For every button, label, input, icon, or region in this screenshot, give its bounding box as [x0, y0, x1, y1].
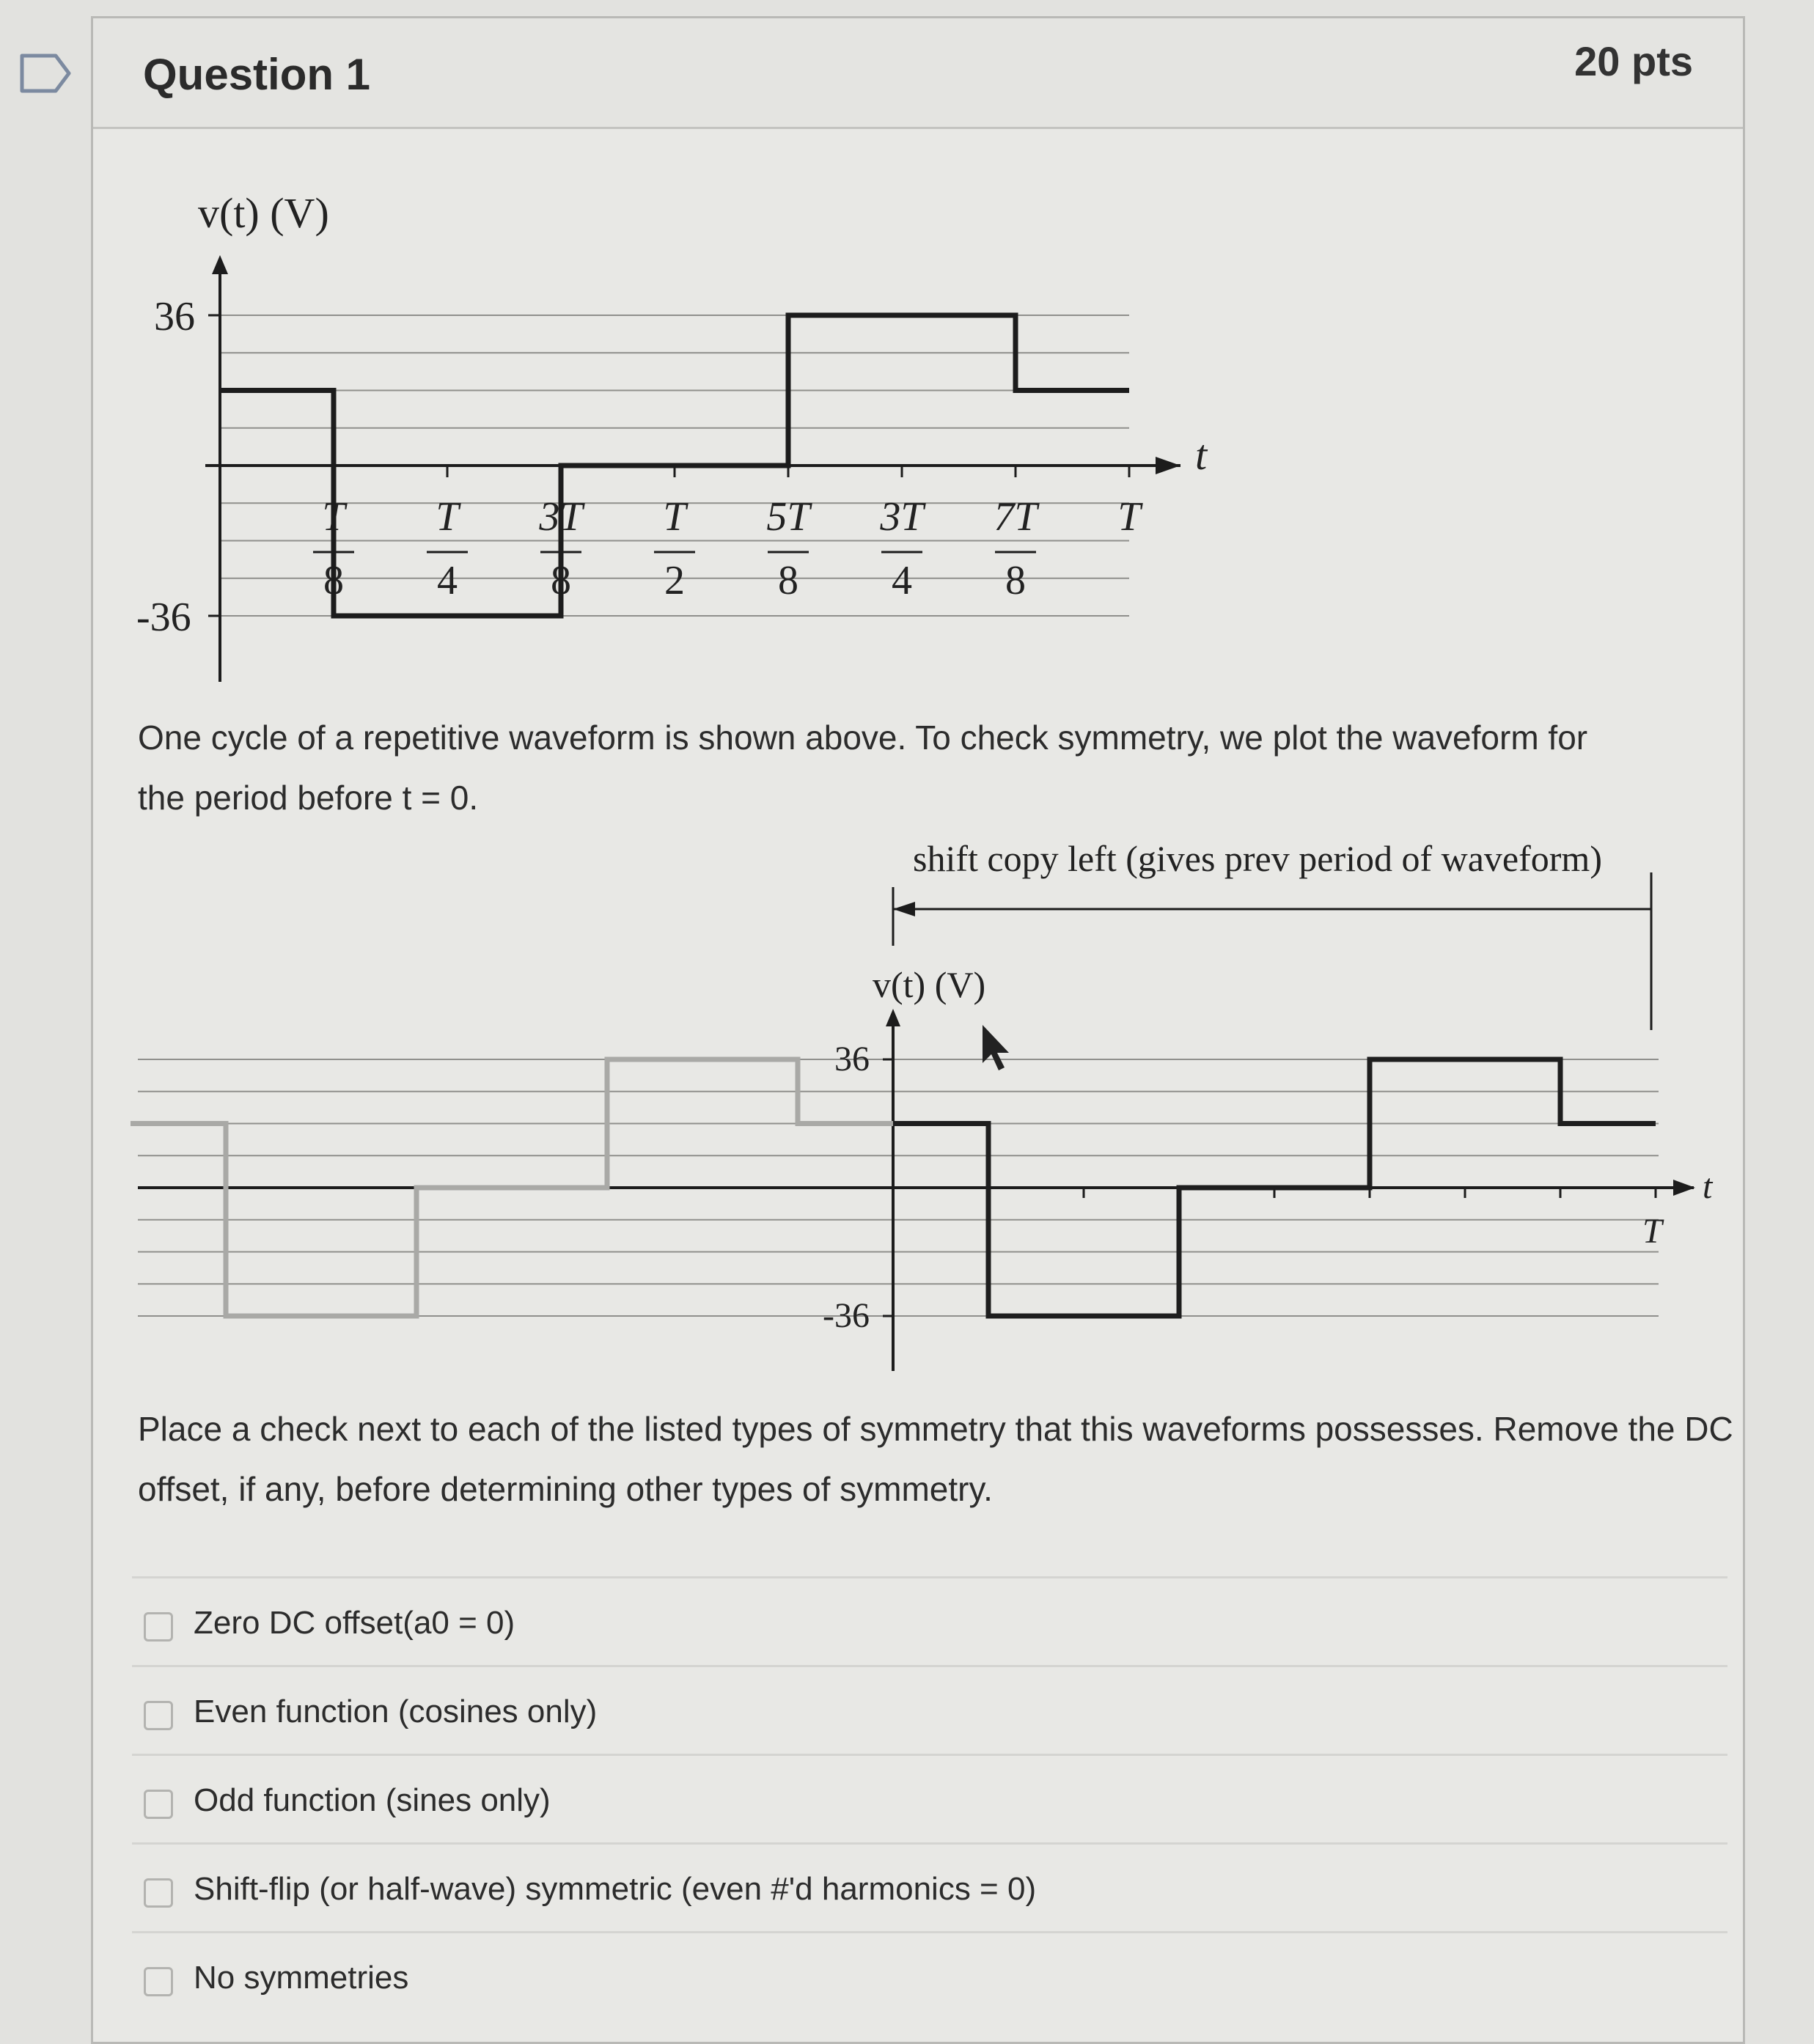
- mouse-cursor-icon: [983, 1025, 1009, 1070]
- x-tick-denominator: 8: [1005, 558, 1026, 603]
- x-tick-labels: [313, 466, 1143, 603]
- x-tick-numerator: T: [436, 494, 459, 540]
- question-title: Question 1: [143, 50, 371, 99]
- x-tick-numerator: T: [322, 494, 345, 540]
- option-even-function[interactable]: [132, 1665, 1727, 1754]
- y-axis-label: v(t) (V): [873, 964, 986, 1005]
- x-tick-denominator: 4: [437, 558, 458, 603]
- answer-options: [132, 1576, 1727, 2020]
- y-tick-label-neg36: -36: [136, 595, 191, 640]
- option-label: Zero DC offset(a0 = 0): [194, 1605, 515, 1641]
- option-zero-dc[interactable]: [132, 1576, 1727, 1665]
- y-tick-label-36: 36: [154, 294, 195, 339]
- x-axis-arrow: [1673, 1180, 1695, 1196]
- arrow-head: [893, 902, 915, 916]
- checkbox[interactable]: [144, 1878, 173, 1908]
- option-half-wave[interactable]: [132, 1842, 1727, 1931]
- x-tick-numerator: 3T: [539, 494, 583, 540]
- option-label: No symmetries: [194, 1960, 409, 1996]
- x-tick-denominator: 8: [323, 558, 344, 603]
- y-axis-arrow: [212, 255, 228, 274]
- x-tick-denominator: 2: [664, 558, 685, 603]
- x-tick-numerator: 5T: [766, 494, 810, 540]
- question-header: [93, 18, 1743, 129]
- waveform-chart: [110, 176, 1239, 704]
- x-axis-label: t: [1195, 431, 1208, 479]
- checkbox[interactable]: [144, 1701, 173, 1730]
- y-tick-label-neg36: -36: [823, 1296, 870, 1335]
- option-label: Shift-flip (or half-wave) symmetric (even #'d harmonics = 0): [194, 1871, 1037, 1907]
- x-tick-numerator: 3T: [880, 494, 924, 540]
- shifted-waveform-chart: [110, 836, 1789, 1393]
- option-no-symmetries[interactable]: [132, 1931, 1727, 2020]
- x-tick-denominator: 8: [778, 558, 798, 603]
- x-tick-numerator: T: [663, 494, 686, 540]
- question-points: 20 pts: [1574, 38, 1693, 84]
- y-axis-arrow: [886, 1009, 900, 1026]
- x-tick-denominator: 4: [892, 558, 912, 603]
- y-axis-label: v(t) (V): [198, 189, 329, 237]
- checkbox[interactable]: [144, 1967, 173, 1996]
- x-tick-numerator: T: [1117, 494, 1141, 540]
- x-tick-numerator: 7T: [994, 494, 1038, 540]
- x-tick-denominator: 8: [551, 558, 571, 603]
- instruction-paragraph: Place a check next to each of the listed types of symmetry that this waveforms possesses. Remove the DC offset, if any, before determining other types of symmetry.: [138, 1410, 1733, 1508]
- shift-annotation: shift copy left (gives prev period of waveform): [913, 838, 1602, 879]
- bookmark-icon[interactable]: [19, 53, 72, 94]
- y-tick-label-36: 36: [834, 1040, 870, 1078]
- x-axis-label: t: [1703, 1167, 1713, 1206]
- checkbox[interactable]: [144, 1612, 173, 1642]
- checkbox[interactable]: [144, 1790, 173, 1819]
- shift-arrow: [893, 872, 1651, 1030]
- option-odd-function[interactable]: [132, 1754, 1727, 1842]
- option-label: Odd function (sines only): [194, 1782, 551, 1818]
- x-end-label: T: [1642, 1212, 1662, 1251]
- x-axis-arrow: [1156, 457, 1180, 474]
- intro-paragraph: One cycle of a repetitive waveform is shown above. To check symmetry, we plot the waveform for the period before t = 0.: [138, 718, 1588, 817]
- option-label: Even function (cosines only): [194, 1694, 598, 1729]
